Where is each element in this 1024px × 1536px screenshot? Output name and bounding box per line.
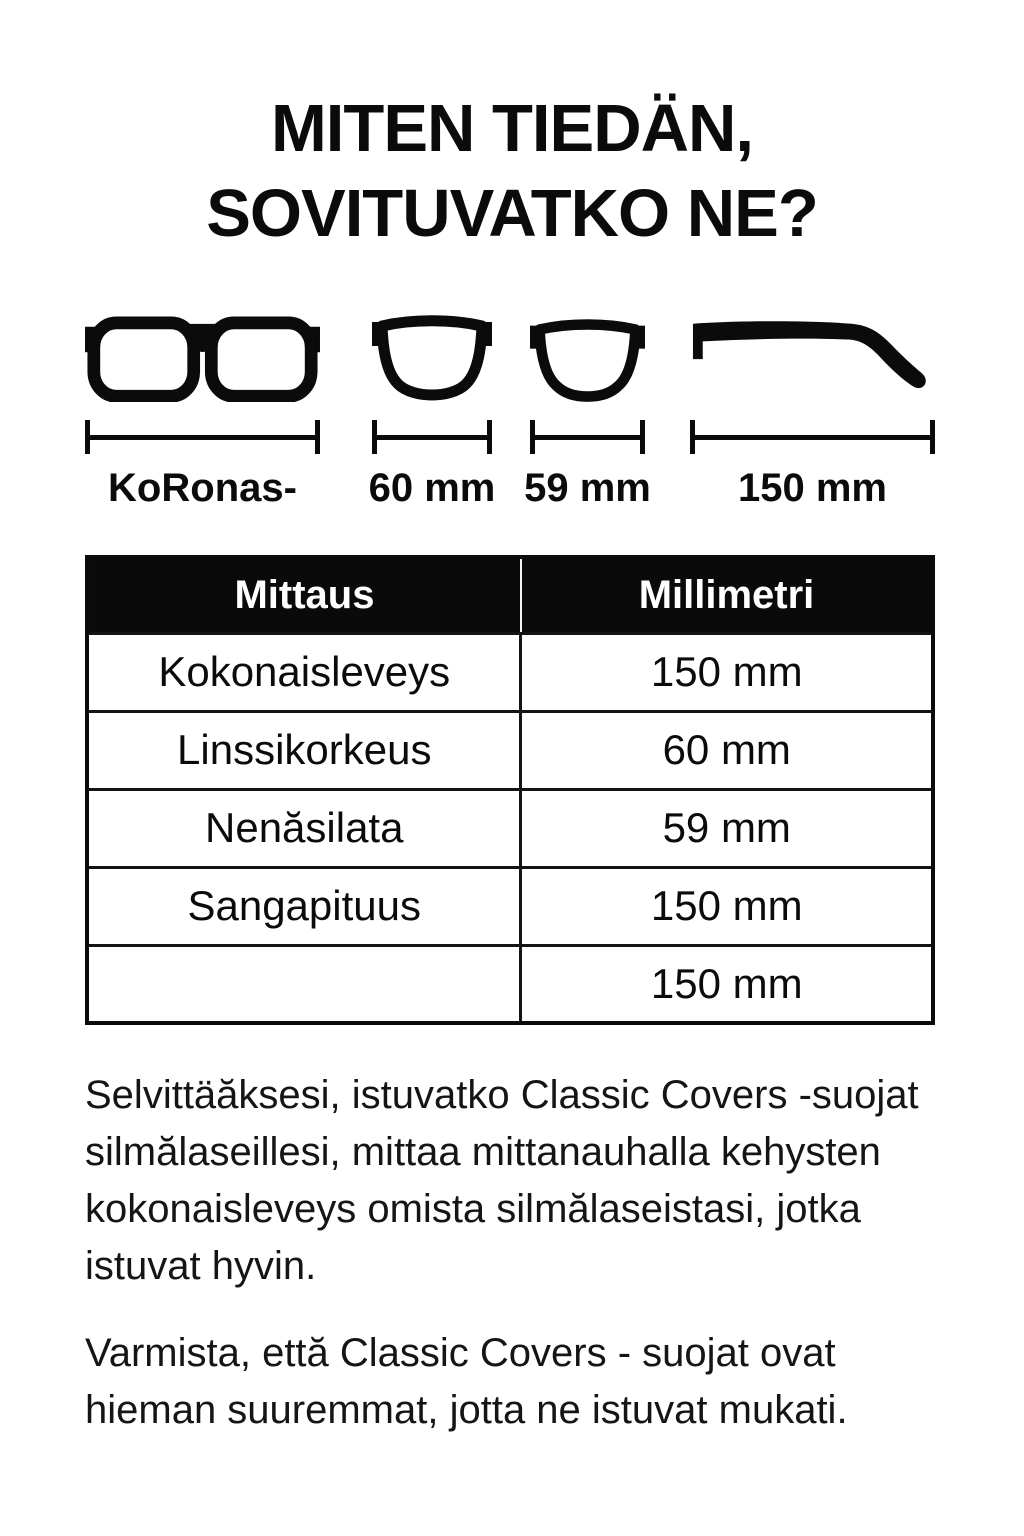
measure-bar xyxy=(690,435,935,440)
paragraph-line: istuvat hyvin. xyxy=(85,1244,317,1289)
paragraph-line: Varmista, ettă Classic Covers - suojat ovat xyxy=(85,1331,836,1376)
measure-tick xyxy=(640,420,645,454)
row-value: 59 mm xyxy=(521,789,933,867)
table-row xyxy=(87,633,933,711)
row-value: 150 mm xyxy=(521,945,933,1023)
table-header-row xyxy=(87,557,933,633)
row-value: 60 mm xyxy=(521,711,933,789)
table-header-mittaus: Mittaus xyxy=(87,557,521,633)
row-label: Kokonaisleveys xyxy=(87,633,521,711)
measure-line-lens-1 xyxy=(372,420,492,454)
measure-tick xyxy=(487,420,492,454)
temple-length-diagram xyxy=(690,314,935,511)
measure-label-lens-2: 59 mm xyxy=(524,466,651,511)
measure-label-lens-1: 60 mm xyxy=(368,466,496,511)
page-title xyxy=(0,0,1024,256)
row-value: 150 mm xyxy=(521,867,933,945)
measure-bar xyxy=(372,435,492,440)
paragraph-2 xyxy=(85,1325,1024,1439)
paragraph-line: hieman suuremmat, jotta ne istuvat mukati. xyxy=(85,1388,848,1433)
table-row xyxy=(87,789,933,867)
measure-bar xyxy=(85,435,320,440)
measurements-table xyxy=(85,555,935,1025)
row-label: Linssikorkeus xyxy=(87,711,521,789)
paragraph-line: kokonaisleveys omista silmălaseistasi, jotka xyxy=(85,1187,861,1232)
title-line-2: SOVITUVATKO NE? xyxy=(206,176,818,252)
lens-icon-1 xyxy=(372,314,492,402)
measure-bar xyxy=(530,435,645,440)
measure-line-total-width xyxy=(85,420,320,454)
paragraph-line: Selvittäăksesi, istuvatko Classic Covers -suojat xyxy=(85,1073,919,1118)
measure-tick xyxy=(315,420,320,454)
total-width-diagram xyxy=(85,316,320,511)
measure-label-temple: 150 mm xyxy=(738,466,887,511)
table-row xyxy=(87,945,933,1023)
body-text xyxy=(85,1067,1024,1439)
row-label: Nenăsilata xyxy=(87,789,521,867)
measure-line-temple xyxy=(690,420,935,454)
measurement-diagrams xyxy=(85,314,935,511)
paragraph-line: silmălaseillesi, mittaa mittanauhalla kehysten xyxy=(85,1130,881,1175)
lens-width-diagram xyxy=(368,314,496,511)
table-row xyxy=(87,867,933,945)
title-line-1: MITEN TIEDÄN, xyxy=(270,91,754,166)
measure-tick xyxy=(930,420,935,454)
row-value: 150 mm xyxy=(521,633,933,711)
table-header-millimetri: Millimetri xyxy=(521,557,933,633)
lens-height-diagram xyxy=(524,318,651,511)
glasses-front-icon xyxy=(85,316,320,402)
table-row xyxy=(87,711,933,789)
row-label xyxy=(87,945,521,1023)
lens-icon-2 xyxy=(530,318,645,402)
paragraph-1 xyxy=(85,1067,1024,1295)
temple-arm-icon xyxy=(690,314,935,402)
measure-line-lens-2 xyxy=(530,420,645,454)
row-label: Sangapituus xyxy=(87,867,521,945)
measure-label-total-width: KoRonas- xyxy=(108,466,297,511)
